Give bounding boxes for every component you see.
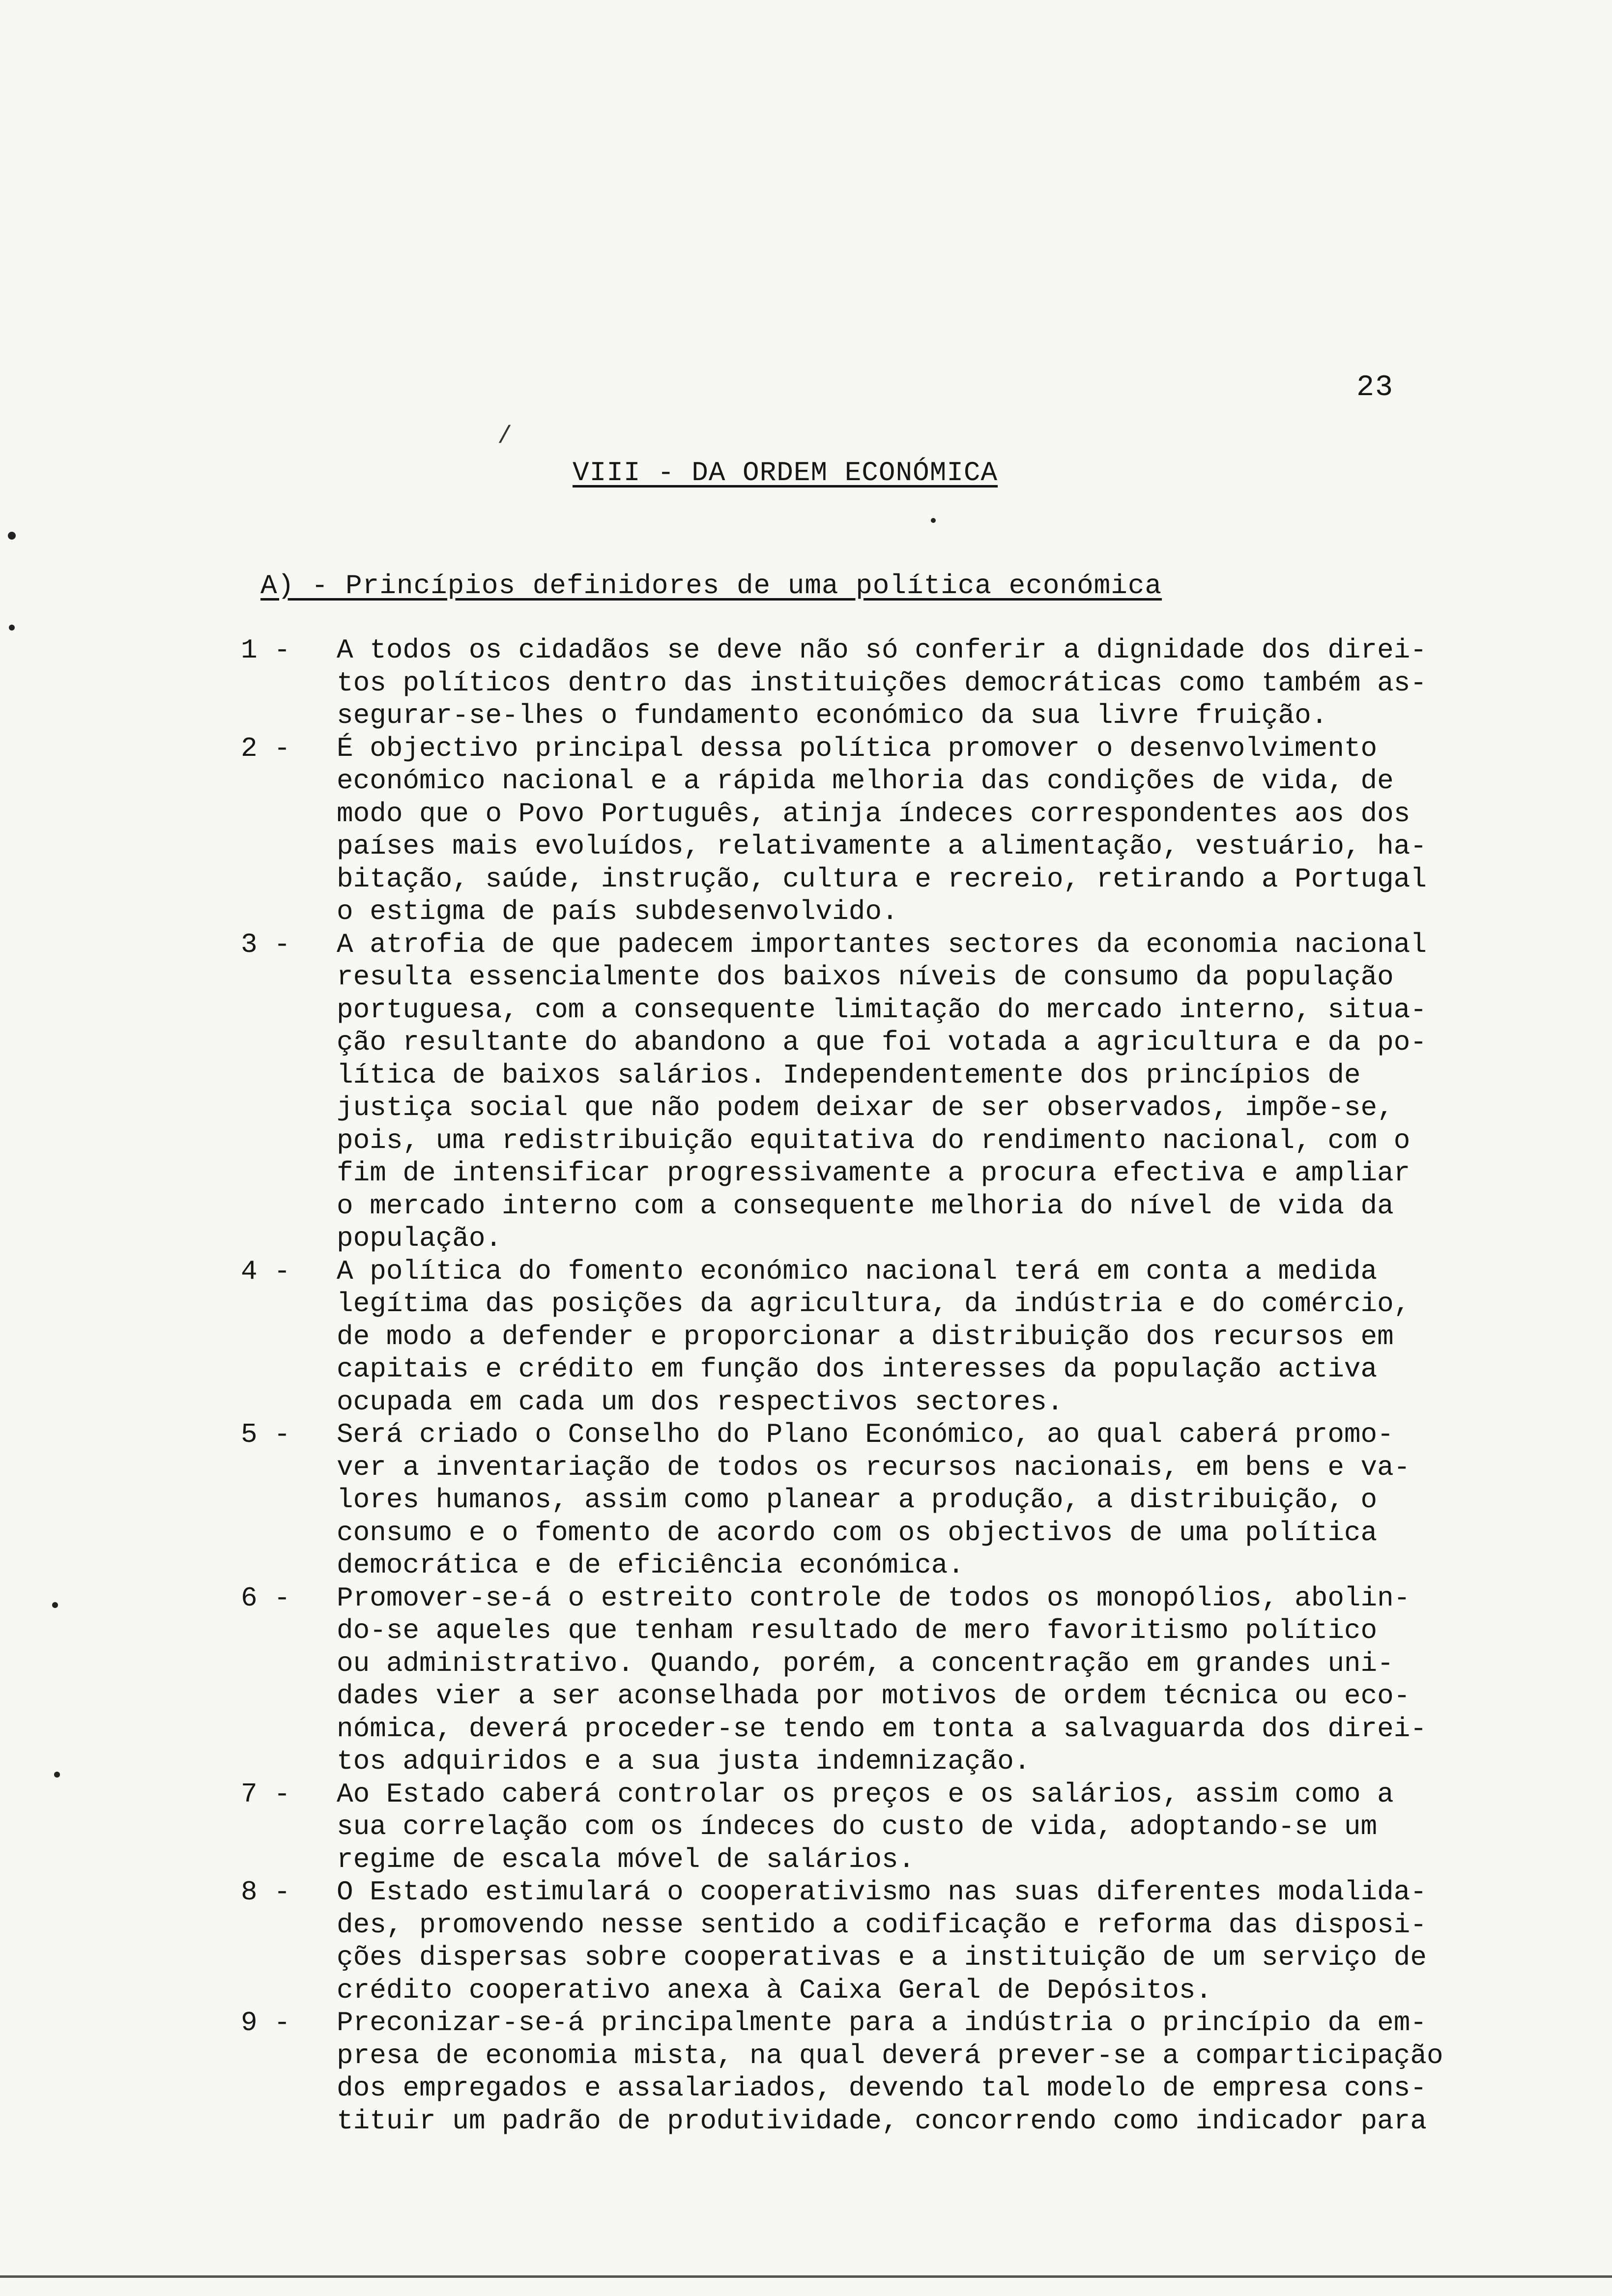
text-line: o mercado interno com a consequente melhoria do nível de vida da — [337, 1190, 1394, 1222]
text-line: Preconizar-se-á principalmente para a indústria o princípio da em- — [337, 2007, 1427, 2038]
text-line: nómica, deverá proceder-se tendo em tonta a salvaguarda dos direi- — [337, 1713, 1427, 1745]
text-line: o estigma de país subdesenvolvido. — [337, 896, 898, 927]
text-line: capitais e crédito em função dos interesses da população activa — [337, 1353, 1378, 1385]
principle-number: 6 - — [241, 1582, 290, 1614]
text-line: tos políticos dentro das instituições democráticas como também as- — [337, 667, 1427, 699]
text-line: ção resultante do abandono a que foi votada a agricultura e da po- — [337, 1027, 1427, 1058]
principle-number: 5 - — [241, 1419, 290, 1450]
principle-text — [337, 1582, 1499, 1778]
principle-item — [241, 732, 1499, 928]
text-line: resulta essencialmente dos baixos níveis de consumo da população — [337, 961, 1394, 993]
principle-text — [337, 2007, 1499, 2137]
text-line: des, promovendo nesse sentido a codificação e reforma das disposi- — [337, 1909, 1427, 1941]
principle-text — [337, 732, 1499, 928]
text-line: A política do fomento económico nacional terá em conta a medida — [337, 1255, 1378, 1287]
text-line: lores humanos, assim como planear a produção, a distribuição, o — [337, 1484, 1378, 1516]
text-line: tituir um padrão de produtividade, concorrendo como indicador para — [337, 2105, 1427, 2137]
principle-number: 4 - — [241, 1255, 290, 1287]
margin-speck — [931, 518, 936, 523]
principle-item — [241, 1778, 1499, 1876]
principle-text — [337, 928, 1499, 1255]
principle-number: 1 - — [241, 634, 290, 666]
principle-text — [337, 1418, 1499, 1582]
principle-text — [337, 634, 1499, 732]
text-line: fim de intensificar progressivamente a procura efectiva e ampliar — [337, 1157, 1410, 1189]
principle-item — [241, 928, 1499, 1255]
text-line: tos adquiridos e a sua justa indemnização. — [337, 1746, 1031, 1777]
principle-item — [241, 1582, 1499, 1778]
text-line: ver a inventariação de todos os recursos nacionais, em bens e va- — [337, 1451, 1410, 1483]
text-line: de modo a defender e proporcionar a distribuição dos recursos em — [337, 1320, 1394, 1352]
principle-text — [337, 1876, 1499, 2007]
text-line: segurar-se-lhes o fundamento económico da sua livre fruição. — [337, 700, 1328, 731]
text-line: lítica de baixos salários. Independentemente dos princípios de — [337, 1059, 1361, 1091]
stray-pen-mark: / — [497, 423, 513, 451]
principle-item — [241, 1418, 1499, 1582]
principle-item — [241, 634, 1499, 732]
text-line: pois, uma redistribuição equitativa do rendimento nacional, com o — [337, 1124, 1410, 1156]
text-line: portuguesa, com a consequente limitação do mercado interno, situa- — [337, 994, 1427, 1026]
text-line: bitação, saúde, instrução, cultura e recreio, retirando a Portugal — [337, 863, 1427, 895]
text-line: justiça social que não podem deixar de ser observados, impõe-se, — [337, 1092, 1394, 1123]
margin-speck — [54, 1772, 60, 1778]
principle-number: 3 - — [241, 928, 290, 960]
text-line: sua correlação com os índeces do custo de vida, adoptando-se um — [337, 1811, 1378, 1842]
principle-text — [337, 1778, 1499, 1876]
principle-item — [241, 1255, 1499, 1419]
margin-speck — [52, 1602, 58, 1608]
text-line: económico nacional e a rápida melhoria das condições de vida, de — [337, 765, 1394, 797]
principle-number: 9 - — [241, 2007, 290, 2038]
text-line: países mais evoluídos, relativamente a alimentação, vestuário, ha- — [337, 831, 1427, 862]
principle-number: 2 - — [241, 732, 290, 764]
principle-text — [337, 1255, 1499, 1419]
text-line: Será criado o Conselho do Plano Económico, ao qual caberá promo- — [337, 1419, 1394, 1450]
text-line: ocupada em cada um dos respectivos sectores. — [337, 1386, 1064, 1418]
text-line: população. — [337, 1223, 502, 1254]
text-line: ou administrativo. Quando, porém, a concentração em grandes uni- — [337, 1647, 1394, 1679]
principle-number: 8 - — [241, 1876, 290, 1908]
chapter-title: VIII - DA ORDEM ECONÓMICA — [573, 457, 998, 488]
text-line: dades vier a ser aconselhada por motivos de ordem técnica ou eco- — [337, 1680, 1410, 1712]
principle-item — [241, 1876, 1499, 2007]
text-line: A todos os cidadãos se deve não só conferir a dignidade dos direi- — [337, 634, 1427, 666]
text-line: do-se aqueles que tenham resultado de mero favoritismo político — [337, 1615, 1378, 1646]
text-line: ções dispersas sobre cooperativas e a instituição de um serviço de — [337, 1942, 1427, 1973]
text-line: O Estado estimulará o cooperativismo nas suas diferentes modalida- — [337, 1876, 1427, 1908]
text-line: consumo e o fomento de acordo com os objectivos de uma política — [337, 1517, 1378, 1549]
text-line: A atrofia de que padecem importantes sectores da economia nacional — [337, 928, 1427, 960]
text-line: regime de escala móvel de salários. — [337, 1843, 915, 1875]
scan-bottom-edge — [0, 2275, 1612, 2278]
text-line: modo que o Povo Português, atinja índeces correspondentes aos dos — [337, 798, 1410, 830]
text-line: Promover-se-á o estreito controle de todos os monopólios, abolin- — [337, 1582, 1410, 1614]
text-line: presa de economia mista, na qual deverá prever-se a comparticipação — [337, 2039, 1443, 2071]
page-number: 23 — [1356, 371, 1394, 404]
text-line: dos empregados e assalariados, devendo tal modelo de empresa cons- — [337, 2072, 1427, 2104]
text-line: legítima das posições da agricultura, da indústria e do comércio, — [337, 1288, 1410, 1320]
text-line: É objectivo principal dessa política promover o desenvolvimento — [337, 732, 1378, 764]
section-heading: A) - Princípios definidores de uma política económica — [260, 570, 1162, 602]
text-line: democrática e de eficiência económica. — [337, 1550, 965, 1581]
text-line: crédito cooperativo anexa à Caixa Geral de Depósitos. — [337, 1974, 1212, 2006]
text-line: Ao Estado caberá controlar os preços e os salários, assim como a — [337, 1778, 1394, 1810]
principle-number: 7 - — [241, 1778, 290, 1810]
numbered-principles-list — [241, 634, 1499, 2137]
principle-item — [241, 2007, 1499, 2137]
margin-speck — [9, 625, 15, 631]
margin-speck — [8, 532, 16, 540]
